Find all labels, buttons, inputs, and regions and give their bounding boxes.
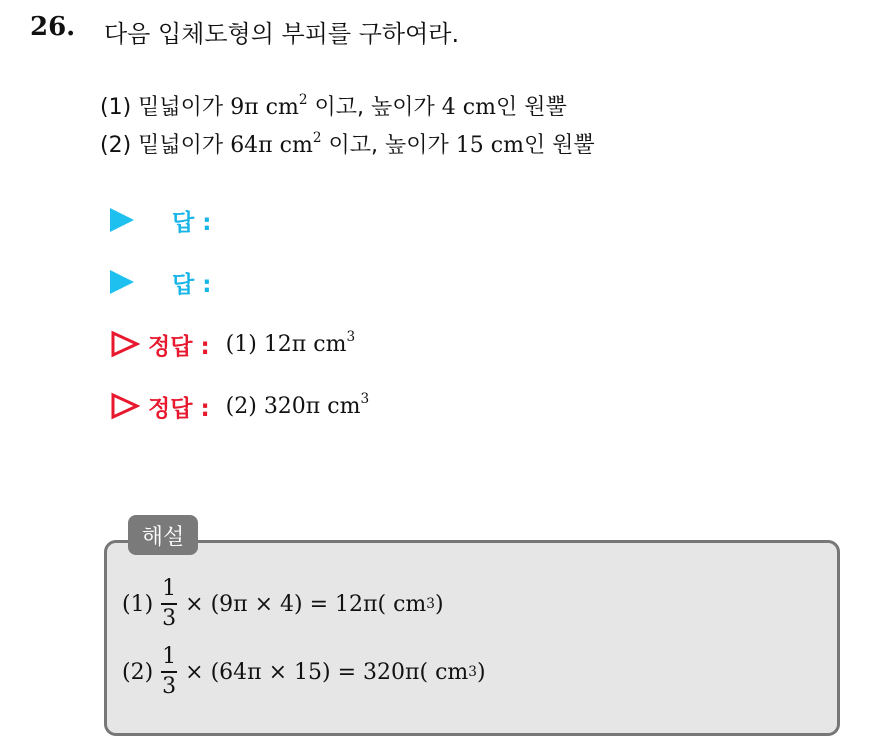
fraction [161,578,177,630]
correct-label: 정답 : [148,333,210,360]
subquestion-label: (1) [100,95,132,120]
fraction-bar [161,671,177,673]
fraction-denominator: 3 [162,674,177,699]
unit-exponent: 2 [298,91,308,108]
answer-row-2 [110,265,211,299]
question-number: 26. [30,12,76,42]
explanation-line-2: (2) $\frac{1}{3}$ × (64π × 15) = 320π( cm 3 ) [122,644,486,699]
subquestion-1 [100,90,567,121]
closing-paren: ) [434,591,444,617]
height-value: 15 [455,133,484,158]
height-value: 4 [441,95,456,120]
answer-label: 답 : [172,209,212,236]
subquestion-text: 인 원뿔 [495,95,567,120]
filled-triangle-icon [110,270,134,294]
subquestion-label: (2) [100,133,132,158]
correct-row-1 [110,327,355,361]
subquestion-2 [100,128,595,159]
answer-label: 답 : [172,271,212,298]
base-area: 64π [230,133,273,158]
outline-triangle-icon [110,392,140,420]
base-area: 9π [230,95,259,120]
explanation-expression: × (9π × 4) = 12π( cm [185,591,427,617]
unit-exponent: 3 [360,390,370,407]
answer-row-1 [110,203,211,237]
subquestion-text: 이고, 높이가 [328,133,456,158]
filled-triangle-icon [110,208,134,232]
unit-exponent: 3 [346,328,356,345]
fraction-numerator: 1 [162,644,177,669]
explanation-label: (1) [122,591,154,617]
fraction-bar [161,603,177,605]
fraction-denominator: 3 [162,606,177,631]
subquestion-text: 이고, 높이가 [314,95,442,120]
correct-value [225,328,356,357]
outline-triangle-icon [110,330,140,358]
fraction [161,646,177,698]
correct-value-text: (1) 12π cm [225,331,347,357]
explanation-expression: × (64π × 15) = 320π( cm [185,659,469,685]
unit: cm [490,133,524,158]
unit: cm [279,133,313,158]
subquestion-text: 밑넓이가 [138,95,231,120]
question-text: 다음 입체도형의 부피를 구하여라. [104,20,460,48]
explanation-line-1: (1) $\frac{1}{3}$ × (9π × 4) = 12π( cm 3 ) [122,576,444,631]
explanation-label: (2) [122,659,154,685]
unit: cm [462,95,496,120]
correct-row-2 [110,389,369,423]
closing-paren: ) [476,659,486,685]
unit-exponent: 2 [312,129,322,146]
correct-value-text: (2) 320π cm [225,393,361,419]
correct-value [225,390,370,419]
explanation-box [104,540,840,736]
subquestion-text: 밑넓이가 [138,133,231,158]
explanation-tag: 해설 [128,515,198,555]
subquestion-text: 인 원뿔 [523,133,595,158]
unit: cm [265,95,299,120]
fraction-numerator: 1 [162,576,177,601]
correct-label: 정답 : [148,395,210,422]
